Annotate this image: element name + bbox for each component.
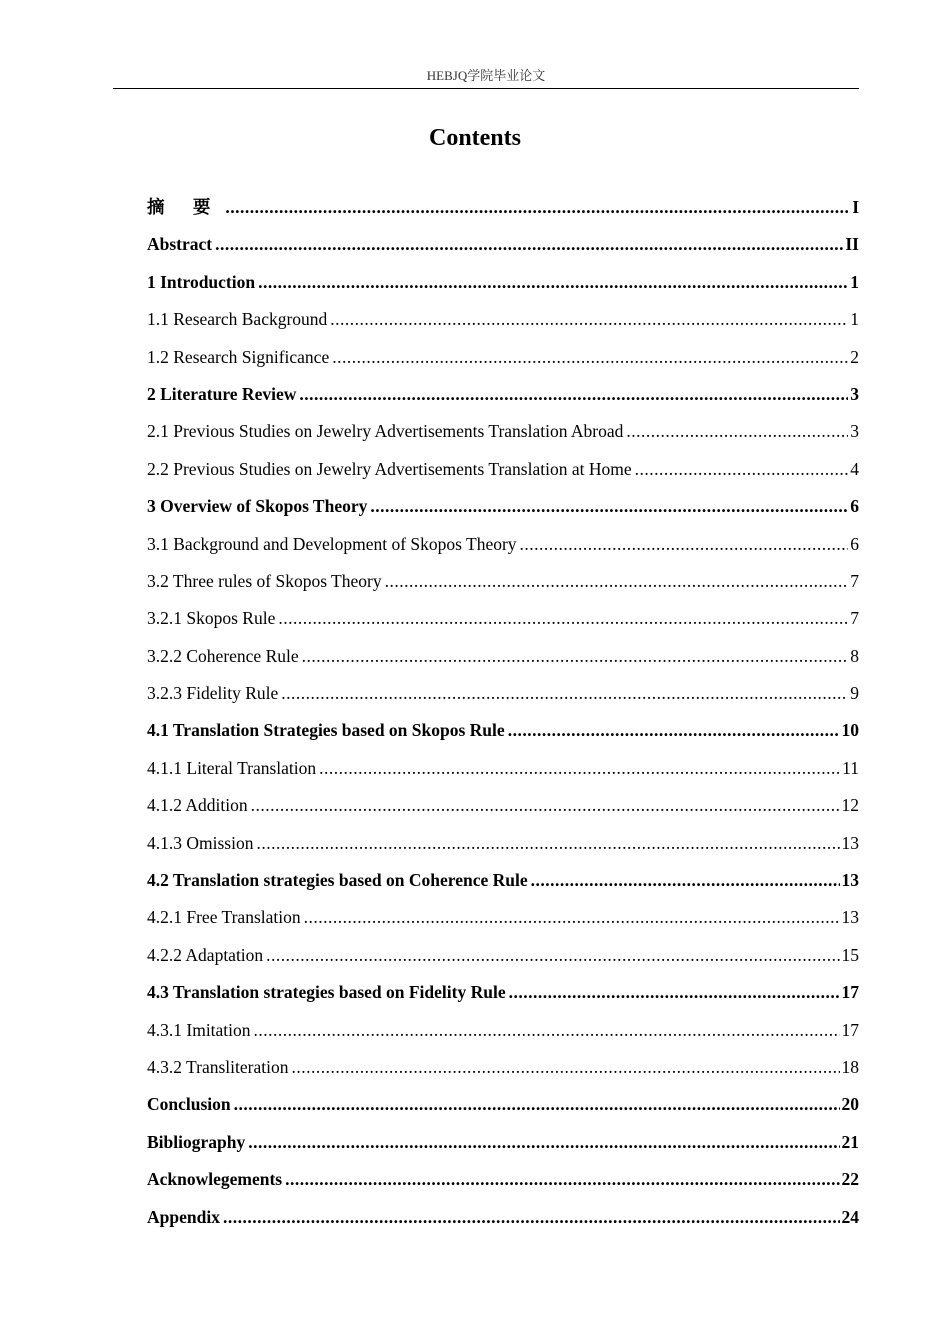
toc-entry[interactable]	[147, 376, 859, 413]
dot-leader	[531, 862, 840, 899]
toc-entry-label: Abstract	[147, 234, 213, 255]
dot-leader	[626, 413, 848, 450]
toc-entry-page-number: 22	[841, 1169, 859, 1190]
dot-leader	[509, 974, 840, 1011]
dot-leader	[281, 675, 848, 712]
toc-entry-label: 4.2 Translation strategies based on Coherence Rule	[147, 870, 528, 891]
toc-entry[interactable]	[147, 1012, 859, 1049]
dot-leader	[251, 787, 840, 824]
toc-entry-page-number: 24	[841, 1206, 859, 1227]
toc-entry[interactable]	[147, 675, 859, 712]
toc-entry-label: 4.3 Translation strategies based on Fidelity Rule	[147, 982, 506, 1003]
toc-entry-label: 3.1 Background and Development of Skopos Theory	[147, 533, 517, 554]
dot-leader	[215, 226, 843, 263]
dot-leader	[291, 1049, 839, 1086]
toc-entry[interactable]	[147, 638, 859, 675]
toc-entry-label: 4.2.2 Adaptation	[147, 944, 264, 965]
toc-entry[interactable]	[147, 1161, 859, 1198]
toc-entry-label: 3.2 Three rules of Skopos Theory	[147, 570, 382, 591]
toc-entry-label: 4.1 Translation Strategies based on Skopos Rule	[147, 720, 505, 741]
toc-entry-label: 4.3.2 Transliteration	[147, 1056, 289, 1077]
toc-entry-page-number: 13	[841, 870, 859, 891]
dot-leader	[234, 1086, 840, 1123]
dot-leader	[299, 376, 848, 413]
toc-entry-label: 1.1 Research Background	[147, 309, 328, 330]
toc-entry-label: Appendix	[147, 1206, 220, 1227]
toc-entry-label: 3 Overview of Skopos Theory	[147, 496, 368, 517]
dot-leader	[319, 750, 840, 787]
toc-entry-label: 2.2 Previous Studies on Jewelry Advertisements Translation at Home	[147, 458, 632, 479]
toc-entry-page-number: 17	[841, 1019, 859, 1040]
toc-entry-page-number: 1	[850, 309, 859, 330]
dot-leader	[223, 1199, 840, 1236]
toc-entry[interactable]	[147, 787, 859, 824]
toc-entry-label: Acknowlegements	[147, 1169, 283, 1190]
toc-entry[interactable]	[147, 600, 859, 637]
toc-entry[interactable]	[147, 339, 859, 376]
toc-entry-page-number: 15	[841, 944, 859, 965]
toc-entry-page-number: 3	[850, 383, 859, 404]
dot-leader	[225, 189, 850, 226]
toc-entry-label: 4.2.1 Free Translation	[147, 907, 301, 928]
toc-entry-page-number: 8	[850, 645, 859, 666]
dot-leader	[248, 1124, 839, 1161]
toc-entry[interactable]	[147, 1199, 859, 1236]
dot-leader	[385, 563, 849, 600]
toc-entry-label: 4.1.1 Literal Translation	[147, 757, 317, 778]
dot-leader	[370, 488, 848, 525]
toc-entry-page-number: 11	[842, 757, 859, 778]
toc-entry-page-number: 13	[841, 832, 859, 853]
toc-entry[interactable]	[147, 1124, 859, 1161]
toc-entry-page-number: 7	[850, 608, 859, 629]
toc-entry-page-number: II	[845, 234, 859, 255]
toc-entry[interactable]	[147, 937, 859, 974]
toc-entry-page-number: 13	[841, 907, 859, 928]
dot-leader	[330, 301, 848, 338]
dot-leader	[254, 1012, 840, 1049]
dot-leader	[332, 339, 848, 376]
dot-leader	[258, 264, 848, 301]
toc-entry[interactable]	[147, 413, 859, 450]
toc-entry[interactable]	[147, 1049, 859, 1086]
running-header: HEBJQ学院毕业论文	[113, 66, 859, 89]
toc-entry-label: 3.2.1 Skopos Rule	[147, 608, 276, 629]
toc-entry-page-number: 9	[850, 683, 859, 704]
toc-entry[interactable]	[147, 526, 859, 563]
toc-entry[interactable]	[147, 750, 859, 787]
toc-entry[interactable]	[147, 189, 859, 226]
toc-entry-page-number: 4	[850, 458, 859, 479]
toc-entry-page-number: 21	[841, 1131, 859, 1152]
toc-entry-label: 1.2 Research Significance	[147, 346, 330, 367]
toc-entry-page-number: 6	[850, 533, 859, 554]
toc-entry-page-number: I	[852, 197, 859, 217]
toc-entry[interactable]	[147, 974, 859, 1011]
toc-entry[interactable]	[147, 264, 859, 301]
dot-leader	[302, 638, 849, 675]
toc-entry[interactable]	[147, 301, 859, 338]
dot-leader	[285, 1161, 839, 1198]
toc-entry-label: 4.1.2 Addition	[147, 795, 248, 816]
toc-entry[interactable]	[147, 1086, 859, 1123]
toc-entry-page-number: 20	[841, 1094, 859, 1115]
toc-entry-label: 4.3.1 Imitation	[147, 1019, 251, 1040]
toc-entry-page-number: 18	[841, 1056, 859, 1077]
dot-leader	[266, 937, 839, 974]
toc-entry-label: 摘 要	[147, 197, 223, 217]
toc-entry-page-number: 10	[841, 720, 859, 741]
toc-entry-label: 2.1 Previous Studies on Jewelry Advertisements Translation Abroad	[147, 421, 624, 442]
toc-entry-label: 4.1.3 Omission	[147, 832, 254, 853]
dot-leader	[635, 451, 849, 488]
toc-entry-label: 1 Introduction	[147, 271, 256, 292]
toc-entry[interactable]	[147, 712, 859, 749]
toc-entry-label: 3.2.2 Coherence Rule	[147, 645, 299, 666]
toc-title: Contents	[428, 125, 521, 151]
toc-entry[interactable]	[147, 226, 859, 263]
toc-entry-page-number: 7	[850, 570, 859, 591]
toc-entry-label: 2 Literature Review	[147, 383, 297, 404]
toc-entry[interactable]	[147, 825, 859, 862]
dot-leader	[256, 825, 839, 862]
toc-entry-page-number: 12	[841, 795, 859, 816]
toc-entry[interactable]	[147, 862, 859, 899]
toc-entry-label: 3.2.3 Fidelity Rule	[147, 683, 279, 704]
toc-entry-page-number: 3	[850, 421, 859, 442]
toc-entry-page-number: 1	[850, 271, 859, 292]
toc-entry-label: Conclusion	[147, 1094, 231, 1115]
table-of-contents	[147, 189, 859, 1236]
dot-leader	[508, 712, 840, 749]
toc-entry-page-number: 2	[850, 346, 859, 367]
toc-entry-page-number: 17	[841, 982, 859, 1003]
dot-leader	[304, 899, 840, 936]
toc-entry[interactable]	[147, 563, 859, 600]
toc-entry-label: Bibliography	[147, 1131, 246, 1152]
dot-leader	[520, 526, 849, 563]
dot-leader	[278, 600, 848, 637]
toc-entry-page-number: 6	[850, 496, 859, 517]
toc-entry[interactable]	[147, 899, 859, 936]
toc-entry[interactable]	[147, 488, 859, 525]
toc-entry[interactable]	[147, 451, 859, 488]
